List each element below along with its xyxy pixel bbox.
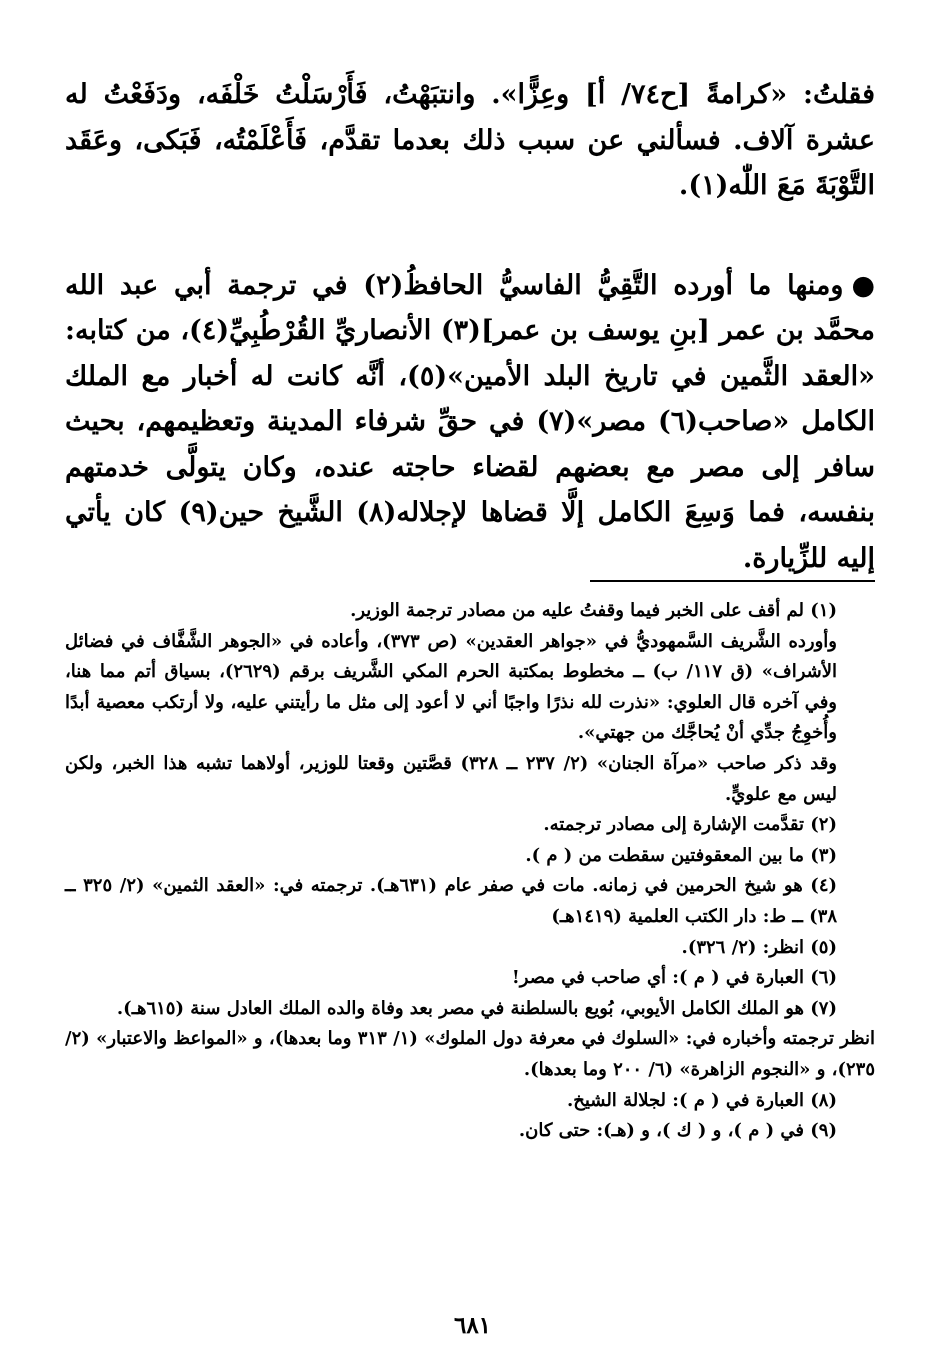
- paragraph-2: [65, 263, 875, 582]
- footnote-6: (٦) العبارة في ( م ): أي صاحب في مصر!: [511, 967, 837, 989]
- footnote-5: (٥) انظر: (٢/ ٣٢٦).: [681, 936, 837, 958]
- footnote-1: (١) لم أقف على الخبر فيما وقفتُ عليه من مصادر ترجمة الوزير.: [350, 600, 837, 621]
- paragraph-1: فقلتُ: «كرامةً [ح٧٤/ أ] وعِزًّا». وانتبَهْتُ، فَأَرْسَلْتُ خَلْفَه، ودَفَعْتُ له عشرة آلاف. فسألني عن سبب ذلك بعدما تقدَّم، فَأَعْلَمْتُه، فَبَكى، وعَقَد التَّوْبَةَ مَعَ اللّٰه(١).: [65, 79, 875, 201]
- footnote-7: (٧) هو الملك الكامل الأيوبي، بُويع بالسلطنة في مصر بعد وفاة والده الملك العادل سنة (٦١٥هـ).: [116, 997, 837, 1019]
- footnotes: [65, 596, 875, 1147]
- footnote-1-continuation: وقد ذكر صاحب «مرآة الجنان» (٢/ ٢٣٧ ــ ٣٢٨) قصَّتين وقعتا للوزير، أولاهما تشبه هذا الخبر، ولكن ليس مع علويٍّ.: [65, 752, 837, 805]
- footnote-9: (٩) في ( م )، و ( ك )، و (هـ): حتى كان.: [518, 1120, 837, 1142]
- footnote-8: (٨) العبارة في ( م ): لجلالة الشيخ.: [566, 1089, 837, 1111]
- footnote-2: (٢) تقدَّمت الإشارة إلى مصادر ترجمته.: [543, 814, 837, 836]
- footnote-separator: [590, 580, 875, 582]
- footnote-7-continuation: انظر ترجمته وأخباره في: «السلوك في معرفة دول الملوك» (١/ ٣١٣ وما بعدها)، و «المواعظ والاعتبار» (٢/ ٢٣٥)، و «النجوم الزاهرة» (٦/ ٢٠٠ وما بعدها).: [65, 1028, 876, 1080]
- bullet-icon: ●: [851, 269, 875, 301]
- paragraph-2-text: ومنها ما أورده التَّقِيُّ الفاسيُّ الحافظُ(٢) في ترجمة أبي عبد الله محمَّد بن عمر [بنِ يوسف بن عمر](٣) الأنصاريِّ القُرْطُبِيِّ(٤)، من كتابه: «العقد الثَّمين في تاريخ البلد الأمين»(٥)، أنَّه كانت له أخبار مع الملك الكامل «صاحب(٦) مصر»(٧) في حقِّ شرفاء المدينة وتعظيمهم، بحيث سافر إلى مصر مع بعضهم لقضاء حاجته عنده، وكان يتولَّى خدمتهم بنفسه، فما وَسِعَ الكامل إلَّا قضاها لإجلاله(٨) الشَّيخ حين(٩) كان يأتي إليه للزِّيارة.: [65, 269, 876, 574]
- footnote-3: (٣) ما بين المعقوفتين سقطت من ( م ).: [525, 844, 837, 866]
- footnote-4: (٤) هو شيخ الحرمين في زمانه. مات في صفر عام (٦٣١هـ). ترجمته في: «العقد الثمين» (٢/ ٣٢٥ ــ ٣٨) ــ ط: دار الكتب العلمية (١٤١٩هـ): [65, 875, 838, 927]
- page-number: ٦٨١: [453, 1312, 492, 1339]
- main-text: [65, 72, 875, 581]
- footnote-1-continuation: وأورده الشَّريف السَّمهوديُّ في «جواهر العقدين» (ص ٣٧٣)، وأعاده في «الجوهر الشَّفَّاف في فضائل الأشراف» (ق ١١٧/ ب) ــ مخطوط بمكتبة الحرم المكي الشَّريف برقم (٢٦٢٩)، بسياق أتم مما هنا، وفي آخره قال العلوي: «نذرت لله نذرًا واجبًا أني لا أعود إلى مثل ما رأيتني عليه، ولا أرتكب معصية أبدًا وأُخوِجُ جدِّي أنْ يُحاجَّك من جهتي».: [65, 630, 837, 744]
